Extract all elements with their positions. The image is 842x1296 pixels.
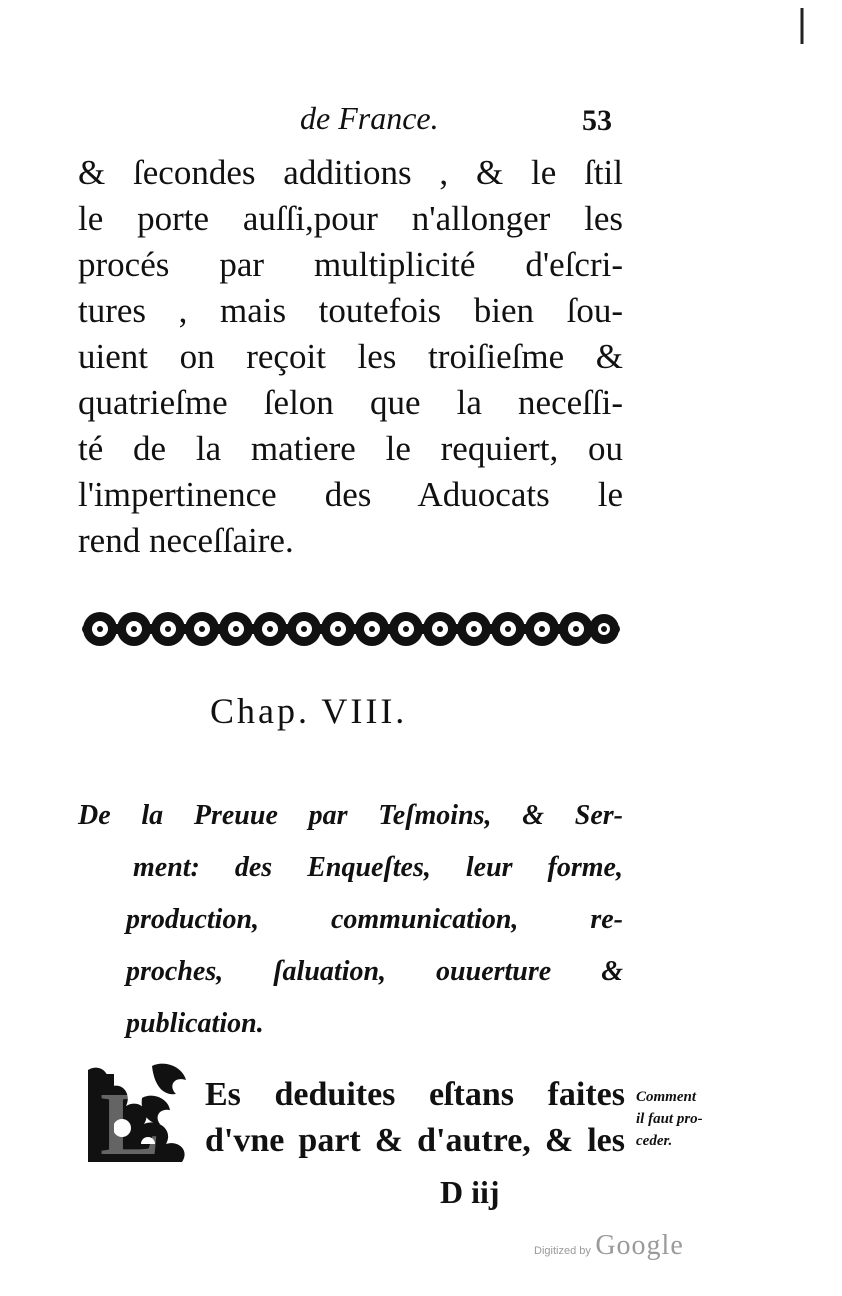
margin-note-line: Comment: [636, 1089, 697, 1105]
margin-note: [636, 1086, 751, 1152]
paragraph-line: d'vne part & d'autre, & les: [205, 1122, 625, 1159]
body-line: tures , mais toutefois bien ſou-: [78, 291, 623, 330]
page-edge-mark: [798, 6, 806, 46]
summary-line: production, communication, re-: [126, 904, 623, 935]
body-line: quatrieſme ſelon que la neceſſi-: [78, 383, 623, 422]
body-line: l'impertinence des Aduocats le: [78, 475, 623, 514]
body-line: & ſecondes additions , & le ſtil: [78, 153, 623, 192]
summary-line: ment: des Enqueſtes, leur forme,: [133, 852, 623, 883]
margin-note-line: il faut pro-: [636, 1111, 703, 1127]
opening-paragraph: [205, 1072, 625, 1164]
page-number: 53: [582, 104, 612, 137]
signature-mark: D iij: [440, 1174, 500, 1210]
summary-line: publication.: [126, 1008, 264, 1039]
decorated-initial-l: [82, 1058, 194, 1166]
digitized-watermark: [534, 1230, 684, 1262]
body-line: rend neceſſaire.: [78, 521, 294, 560]
chapter-heading: Chap. VIII.: [210, 691, 408, 731]
body-line: le porte auſſi,pour n'allonger les: [78, 199, 623, 238]
drop-cap-letter: L: [100, 1075, 161, 1166]
body-text: [78, 150, 623, 564]
body-line: procés par multiplicité d'eſcri-: [78, 245, 623, 284]
body-line: uient on reçoit les troiſieſme &: [78, 337, 623, 376]
margin-note-line: ceder.: [636, 1133, 673, 1149]
body-line: té de la matiere le requiert, ou: [78, 429, 623, 468]
summary-line: De la Preuue par Teſmoins, & Ser-: [78, 800, 623, 831]
ornamental-border: [82, 606, 620, 652]
chapter-summary: [78, 790, 623, 1050]
watermark-brand: Google: [595, 1230, 684, 1261]
summary-line: proches, ſaluation, ouuerture &: [126, 956, 623, 987]
watermark-prefix: Digitized by: [534, 1245, 591, 1257]
paragraph-line: Es deduites eſtans faites: [205, 1076, 625, 1113]
running-title: de France.: [300, 100, 439, 136]
